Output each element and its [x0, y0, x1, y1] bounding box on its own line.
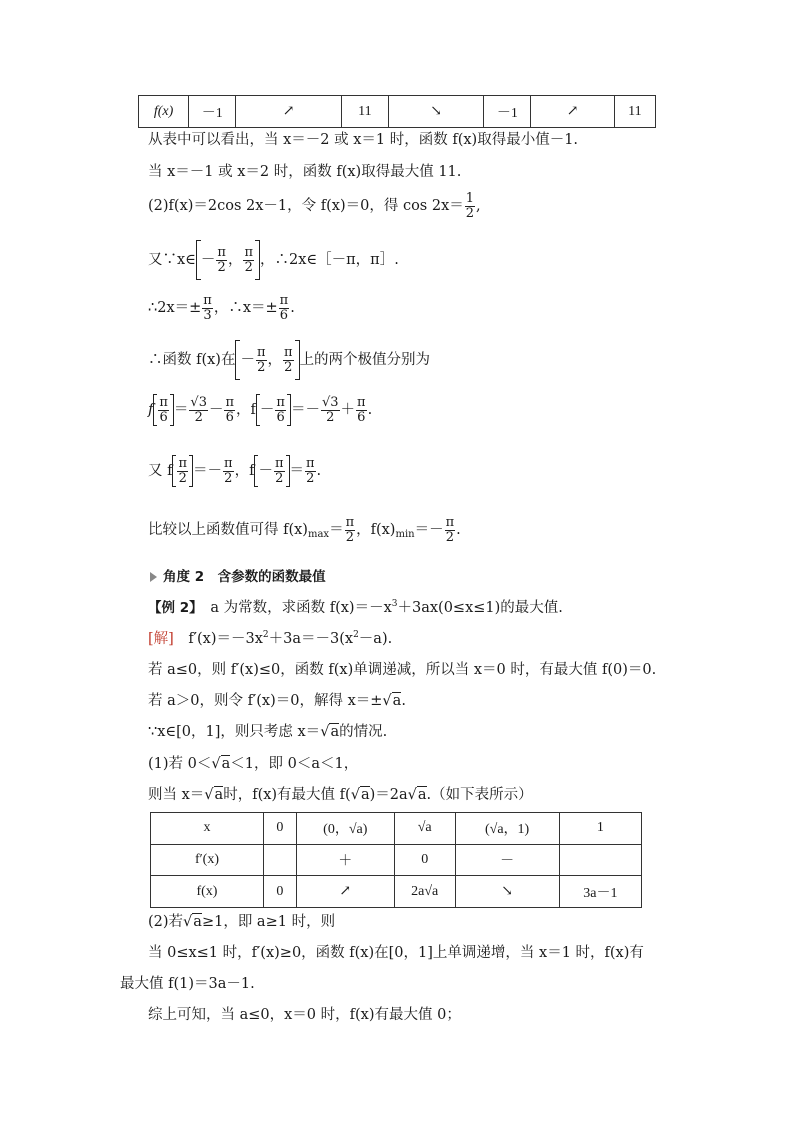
tail-line-4: 综上可知，当 a≤0，x＝0 时，f(x)有最大值 0；: [148, 1007, 461, 1023]
text-line-1: 从表中可以看出，当 x＝－2 或 x＝1 时，函数 f(x)取得最小值－1.: [148, 132, 579, 148]
table-cell: －1: [189, 96, 236, 128]
table-cell: ↘: [388, 96, 483, 128]
tail-line-2: 当 0≤x≤1 时，f′(x)≥0，函数 f(x)在[0，1]上单调递增，当 x＝1 时，f(x)有: [148, 945, 644, 961]
table-cell: [559, 844, 641, 876]
tail-line-1: (2)若√a≥1，即 a≥1 时，则: [148, 914, 336, 930]
triangle-icon: [150, 572, 157, 582]
text-line-5: ∴2x＝± $\frac{\pi}{3}$ ，∴x＝± $\frac{\pi}{6}$ .: [148, 293, 295, 323]
text-line-4: 又∵x∈ － $\frac{\pi}{2}$ ， $\frac{\pi}{2}$ ，∴2x∈［－π，π］.: [148, 240, 399, 280]
table-cell: 11: [614, 96, 655, 128]
solution-line-1: [解] $f'(x)=-3x^2+3a=-3(x^2-a)$.: [148, 630, 393, 647]
text-line-2: 当 x＝－1 或 x＝2 时，函数 f(x)取得最大值 11.: [148, 164, 462, 180]
table-cell: ↗: [531, 96, 614, 128]
table-cell: 0: [394, 844, 455, 876]
solution-line-6: 则当 x＝√a时，f(x)有最大值 f(√a)＝2a√a.（如下表所示）: [148, 787, 533, 803]
table-cell: f(x): [139, 96, 189, 128]
text-line-9: 比较以上函数值可得 $f(x)_{max}=$ $\frac{\pi}{2}$ ，$f(x)_{min}=-$ $\frac{\pi}{2}$ .: [148, 515, 461, 545]
section-heading: 角度 2 含参数的函数最值: [150, 565, 326, 585]
tail-line-3: 最大值 f(1)＝3a－1.: [120, 976, 255, 992]
table-cell: f′(x): [151, 844, 264, 876]
text-line-8: 又 f $\frac{\pi}{2}$ ＝－ $\frac{\pi}{2}$ ，f － $\frac{\pi}{2}$ ＝ $\frac{\pi}{2}$ .: [148, 455, 322, 486]
table-cell: f(x): [151, 876, 264, 908]
table-cell: x: [151, 813, 264, 845]
solution-line-3: 若 a＞0，则令 f′(x)＝0，解得 x＝±√a.: [148, 693, 406, 709]
table-cell: ↗: [296, 876, 394, 908]
table-cell: (√a，1): [455, 813, 559, 845]
table-cell: 2a√a: [394, 876, 455, 908]
table-cell: ↘: [455, 876, 559, 908]
table-cell: (0，√a): [296, 813, 394, 845]
solution-line-4: ∵x∈[0，1]，则只考虑 x＝√a的情况.: [148, 724, 388, 740]
text-line-6: ∴函数 f(x)在 － $\frac{\pi}{2}$ ， $\frac{\pi}{2}$ 上的两个极值分别为: [148, 340, 430, 380]
table-top: [138, 95, 656, 128]
table-cell: 0: [263, 876, 296, 908]
table-cell: 0: [263, 813, 296, 845]
table-cell: 3a－1: [559, 876, 641, 908]
table-cell: ＋: [296, 844, 394, 876]
table-cell: √a: [394, 813, 455, 845]
table-monotonic: [150, 812, 642, 908]
solution-line-2: 若 a≤0，则 f′(x)≤0，函数 f(x)单调递减，所以当 x＝0 时，有最大值 f(0)＝0.: [148, 662, 657, 678]
table-cell: －1: [484, 96, 531, 128]
table-cell: 1: [559, 813, 641, 845]
table-cell: [263, 844, 296, 876]
text-line-3: (2)f(x)＝2cos 2x－1，令 f(x)＝0，得 cos 2x＝ $\frac{1}{2}$ ,: [148, 191, 481, 221]
solution-line-5: (1)若 0＜√a＜1，即 0＜a＜1，: [148, 756, 359, 772]
table-cell: 11: [341, 96, 388, 128]
table-cell: －: [455, 844, 559, 876]
text-line-7: f $\frac{\pi}{6}$ ＝ $\frac{√3}{2}$ － $\frac{\pi}{6}$ ，f － $\frac{\pi}{6}$ ＝－ $\frac{√3}{2}$ ＋ $\frac{\pi}{6}$ .: [148, 394, 373, 425]
example-line: 【例 2】 a 为常数，求函数 $f(x)=-x^3+3ax(0\le x\le 1)$的最大值.: [148, 599, 563, 616]
table-cell: ↗: [236, 96, 341, 128]
